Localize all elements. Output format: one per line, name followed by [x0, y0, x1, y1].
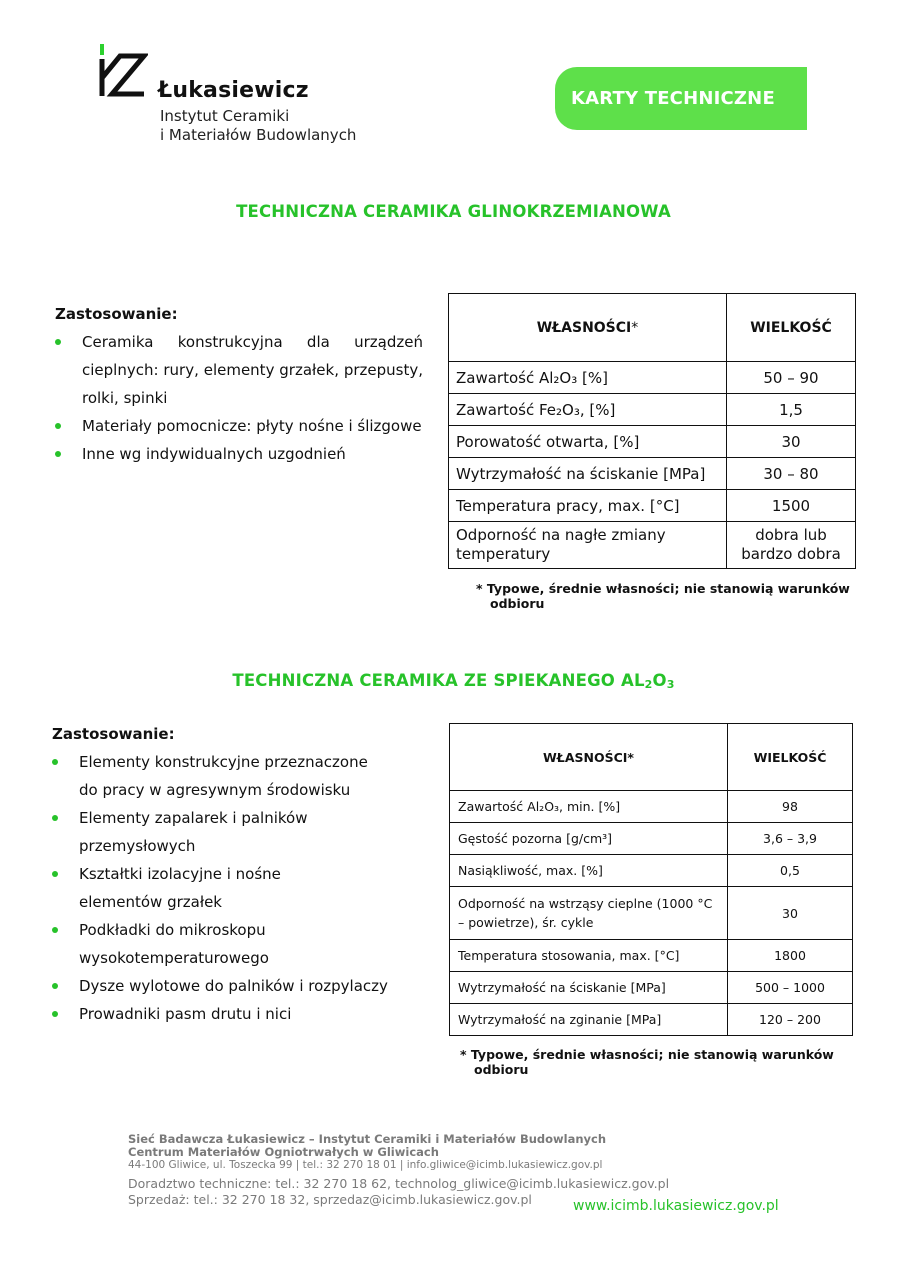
- list-item: Elementy zapalarek i palników przemysłowych: [52, 804, 442, 860]
- lukasiewicz-logo-icon: [98, 42, 148, 100]
- section2-note-line2: odbioru: [474, 1062, 529, 1077]
- list-item: Inne wg indywidualnych uzgodnień: [55, 440, 423, 468]
- property-cell: Zawartość Al₂O₃ [%]: [449, 362, 727, 394]
- property-cell: Odporność na wstrząsy cieplne (1000 °C – powietrze), śr. cykle: [450, 887, 728, 940]
- section2-applications-heading: Zastosowanie:: [52, 725, 175, 743]
- website-link[interactable]: www.icimb.lukasiewicz.gov.pl: [573, 1198, 779, 1214]
- list-item: Ceramika konstrukcyjna dla urządzeń cieplnych: rury, elementy grzałek, przepusty, rolki, spinki: [55, 328, 423, 412]
- property-cell: Zawartość Fe₂O₃, [%]: [449, 394, 727, 426]
- org-name: Łukasiewicz: [158, 78, 309, 103]
- table-row: [450, 972, 853, 1004]
- value-cell: 120 – 200: [728, 1004, 853, 1036]
- property-cell: Nasiąkliwość, max. [%]: [450, 855, 728, 887]
- property-cell: Wytrzymałość na ściskanie [MPa]: [450, 972, 728, 1004]
- property-cell: Wytrzymałość na zginanie [MPa]: [450, 1004, 728, 1036]
- property-cell: Wytrzymałość na ściskanie [MPa]: [449, 458, 727, 490]
- section2-applications-list: [52, 748, 442, 1028]
- property-cell: Gęstość pozorna [g/cm³]: [450, 823, 728, 855]
- section1-note-line2: odbioru: [490, 596, 545, 611]
- list-item: Podkładki do mikroskopu wysokotemperaturowego: [52, 916, 442, 972]
- value-cell: 30: [728, 887, 853, 940]
- table-row: [450, 940, 853, 972]
- table-row: [449, 522, 856, 569]
- footer-centre-line: Centrum Materiałów Ogniotrwałych w Gliwicach: [128, 1145, 439, 1159]
- property-cell: Temperatura stosowania, max. [°C]: [450, 940, 728, 972]
- value-cell: dobra lub bardzo dobra: [727, 522, 856, 569]
- bullet-icon: [52, 759, 58, 765]
- value-cell: 0,5: [728, 855, 853, 887]
- table-row: [449, 394, 856, 426]
- table-row: [450, 823, 853, 855]
- bullet-icon: [52, 815, 58, 821]
- value-cell: 50 – 90: [727, 362, 856, 394]
- section1-title: TECHNICZNA CERAMIKA GLINOKRZEMIANOWA: [236, 202, 671, 221]
- section1-applications-list: [55, 328, 423, 468]
- bullet-icon: [52, 871, 58, 877]
- footer-org-line: Sieć Badawcza Łukasiewicz – Instytut Ceramiki i Materiałów Budowlanych: [128, 1132, 607, 1146]
- institute-name-line1: Instytut Ceramiki: [160, 107, 290, 125]
- footer-address-line: 44-100 Gliwice, ul. Toszecka 99 | tel.: 32 270 18 01 | info.gliwice@icimb.lukasiewicz.gov.pl: [128, 1159, 603, 1171]
- list-item: Prowadniki pasm drutu i nici: [52, 1000, 442, 1028]
- property-cell: Odporność na nagłe zmiany temperatury: [449, 522, 727, 569]
- list-item: Kształtki izolacyjne i nośne elementów grzałek: [52, 860, 442, 916]
- section1-applications-heading: Zastosowanie:: [55, 305, 178, 323]
- value-cell: 500 – 1000: [728, 972, 853, 1004]
- table-row: [450, 855, 853, 887]
- section1-properties-table: [448, 293, 856, 569]
- table-header-row: [450, 724, 853, 791]
- value-cell: 1500: [727, 490, 856, 522]
- section1-note-line1: * Typowe, średnie własności; nie stanowią warunków: [476, 581, 850, 596]
- list-item: Dysze wylotowe do palników i rozpylaczy: [52, 972, 442, 1000]
- table-row: [450, 887, 853, 940]
- table-row: [449, 458, 856, 490]
- list-item: Elementy konstrukcyjne przeznaczone do pracy w agresywnym środowisku: [52, 748, 442, 804]
- property-cell: Zawartość Al₂O₃, min. [%]: [450, 791, 728, 823]
- section2-title: TECHNICZNA CERAMIKA ZE SPIEKANEGO AL2O3: [232, 671, 675, 691]
- property-cell: Temperatura pracy, max. [°C]: [449, 490, 727, 522]
- property-cell: Porowatość otwarta, [%]: [449, 426, 727, 458]
- column-header-value: WIELKOŚĆ: [728, 724, 853, 791]
- value-cell: 30: [727, 426, 856, 458]
- table-row: [449, 490, 856, 522]
- value-cell: 30 – 80: [727, 458, 856, 490]
- institute-name-line2: i Materiałów Budowlanych: [160, 126, 357, 144]
- bullet-icon: [55, 423, 61, 429]
- value-cell: 1,5: [727, 394, 856, 426]
- bullet-icon: [52, 927, 58, 933]
- table-row: [450, 1004, 853, 1036]
- column-header-property: WŁASNOŚCI*: [450, 724, 728, 791]
- section2-properties-table: [449, 723, 853, 1036]
- column-header-property: WŁASNOŚCI*: [449, 294, 727, 362]
- footer-technical-line: Doradztwo techniczne: tel.: 32 270 18 62, technolog_gliwice@icimb.lukasiewicz.gov.pl: [128, 1176, 670, 1191]
- value-cell: 3,6 – 3,9: [728, 823, 853, 855]
- table-row: [450, 791, 853, 823]
- table-header-row: [449, 294, 856, 362]
- section2-note-line1: * Typowe, średnie własności; nie stanowią warunków: [460, 1047, 834, 1062]
- table-row: [449, 362, 856, 394]
- karty-techniczne-badge: KARTY TECHNICZNE: [555, 67, 807, 130]
- table-row: [449, 426, 856, 458]
- column-header-value: WIELKOŚĆ: [727, 294, 856, 362]
- bullet-icon: [55, 451, 61, 457]
- bullet-icon: [55, 339, 61, 345]
- bullet-icon: [52, 1011, 58, 1017]
- footer-sales-line: Sprzedaż: tel.: 32 270 18 32, sprzedaz@icimb.lukasiewicz.gov.pl: [128, 1192, 532, 1207]
- bullet-icon: [52, 983, 58, 989]
- value-cell: 1800: [728, 940, 853, 972]
- value-cell: 98: [728, 791, 853, 823]
- list-item: Materiały pomocnicze: płyty nośne i ślizgowe: [55, 412, 423, 440]
